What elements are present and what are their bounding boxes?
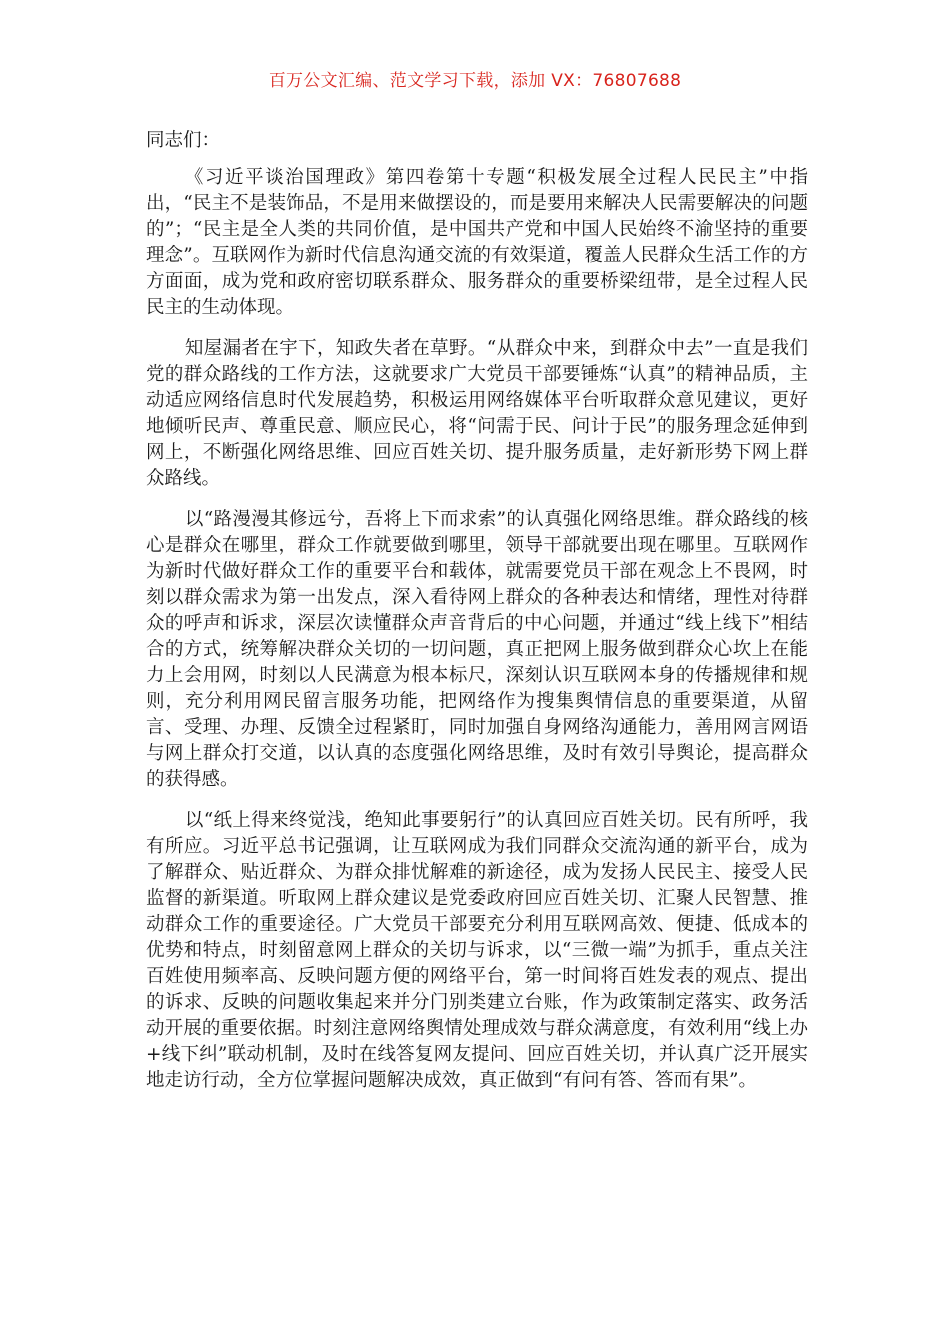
salutation: 同志们： <box>146 130 221 151</box>
paragraph-public-concerns: 以“纸上得来终觉浅，绝知此事要躬行”的认真回应百姓关切。民有所呼，我有所应。习近平总书记强调，让互联网成为我们同群众交流沟通的新平台，成为了解群众、贴近群众、为群众排忧解难的新途径，成为发扬人民民主、接受人民监督的新渠道。听取网上群众建议是党委政府回应百姓关切、汇聚人民智慧、推动群众工作的重要途径。广大党员干部要充分利用互联网高效、便捷、低成本的优势和特点，时刻留意网上群众的关切与诉求，以“三微一端”为抓手，重点关注百姓使用频率高、反映问题方便的网络平台，第一时间将百姓发表的观点、提出的诉求、反映的问题收集起来并分门别类建立台账，作为政策制定落实、政务活动开展的重要依据。时刻注意网络舆情处理成效与群众满意度，有效利用“线上办+线下纠”联动机制，及时在线答复网友提问、回应百姓关切，并认真广泛开展实地走访行动，全方位掌握问题解决成效，真正做到“有问有答、答而有果”。 <box>146 810 808 1091</box>
paragraph-network-thinking: 以“路漫漫其修远兮，吾将上下而求索”的认真强化网络思维。群众路线的核心是群众在哪里，群众工作就要做到哪里，领导干部就要出现在哪里。互联网作为新时代做好群众工作的重要平台和载体，就需要党员干部在观念上不畏网，时刻以群众需求为第一出发点，深入看待网上群众的各种表达和情绪，理性对待群众的呼声和诉求，深层次读懂群众声音背后的中心问题，并通过“线上线下”相结合的方式，统筹解决群众关切的一切问题，真正把网上服务做到群众心坎上在能力上会用网，时刻以人民满意为根本标尺，深刻认识互联网本身的传播规律和规则，充分利用网民留言服务功能，把网络作为搜集舆情信息的重要渠道，从留言、受理、办理、反馈全过程紧盯，同时加强自身网络沟通能力，善用网言网语与网上群众打交道，以认真的态度强化网络思维，及时有效引导舆论，提高群众的获得感。 <box>146 509 808 790</box>
document-body <box>146 128 808 1109</box>
header-banner: 百万公文汇编、范文学习下载，添加 VX：76807688 <box>268 71 682 91</box>
paragraph-intro: 《习近平谈治国理政》第四卷第十专题“积极发展全过程人民民主”中指出，“民主不是装饰品，不是用来做摆设的，而是要用来解决人民需要解决的问题的”；“民主是全人类的共同价值，是中国共产党和中国人民始终不渝坚持的重要理念”。互联网作为新时代信息沟通交流的有效渠道，覆盖人民群众生活工作的方方面面，成为党和政府密切联系群众、服务群众的重要桥梁纽带，是全过程人民民主的生动体现。 <box>146 167 808 318</box>
paragraph-mass-line: 知屋漏者在宇下，知政失者在草野。“从群众中来，到群众中去”一直是我们党的群众路线的工作方法，这就要求广大党员干部要锤炼“认真”的精神品质，主动适应网络信息时代发展趋势，积极运用网络媒体平台听取群众意见建议，更好地倾听民声、尊重民意、顺应民心，将“问需于民、问计于民”的服务理念延伸到网上，不断强化网络思维、回应百姓关切、提升服务质量，走好新形势下网上群众路线。 <box>146 338 808 489</box>
